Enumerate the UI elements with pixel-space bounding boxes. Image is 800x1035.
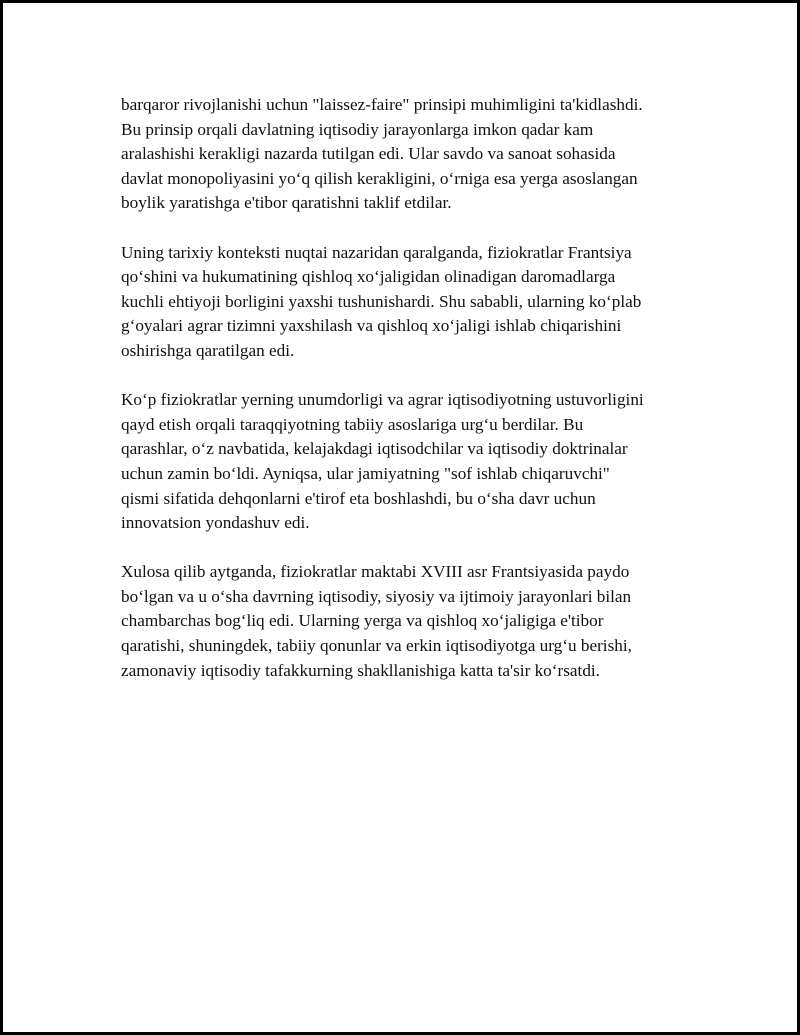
paragraph-3	[121, 388, 689, 536]
paragraph-2	[121, 241, 689, 364]
text-line: qo‘shini va hukumatining qishloq xo‘jaligidan olinadigan daromadlarga	[121, 267, 616, 287]
paragraph-1	[121, 93, 689, 216]
text-line: Ko‘p fiziokratlar yerning unumdorligi va agrar iqtisodiyotning ustuvorligini	[121, 390, 644, 410]
text-line: aralashishi kerakligi nazarda tutilgan edi. Ular savdo va sanoat sohasida	[121, 144, 616, 164]
text-line: Uning tarixiy konteksti nuqtai nazaridan qaralganda, fiziokratlar Frantsiya	[121, 242, 632, 262]
text-line: Xulosa qilib aytganda, fiziokratlar maktabi XVIII asr Frantsiyasida paydo	[121, 562, 630, 582]
paragraph-4	[121, 560, 689, 683]
text-line: Bu prinsip orqali davlatning iqtisodiy jarayonlarga imkon qadar kam	[121, 119, 594, 139]
text-line: bo‘lgan va u o‘sha davrning iqtisodiy, siyosiy va ijtimoiy jarayonlari bilan	[121, 586, 632, 606]
text-line: g‘oyalari agrar tizimni yaxshilash va qishloq xo‘jaligi ishlab chiqarishini	[121, 316, 622, 336]
text-line: zamonaviy iqtisodiy tafakkurning shakllanishiga katta ta'sir ko‘rsatdi.	[121, 660, 600, 680]
text-line: oshirishga qaratilgan edi.	[121, 340, 295, 360]
text-line: davlat monopoliyasini yo‘q qilish kerakligini, o‘rniga esa yerga asoslangan	[121, 168, 638, 188]
text-line: uchun zamin bo‘ldi. Ayniqsa, ular jamiyatning "sof ishlab chiqaruvchi"	[121, 463, 610, 483]
text-line: qayd etish orqali taraqqiyotning tabiiy asoslariga urg‘u berdilar. Bu	[121, 414, 584, 434]
text-line: kuchli ehtiyoji borligini yaxshi tushunishardi. Shu sababli, ularning ko‘plab	[121, 291, 642, 311]
text-line: barqaror rivojlanishi uchun "laissez-faire" prinsipi muhimligini ta'kidlashdi.	[121, 95, 643, 114]
text-line: qaratishi, shuningdek, tabiiy qonunlar va erkin iqtisodiyotga urg‘u berishi,	[121, 636, 632, 656]
text-line: chambarchas bog‘liq edi. Ularning yerga va qishloq xo‘jaligiga e'tibor	[121, 611, 604, 631]
text-line: qismi sifatida dehqonlarni e'tirof eta boshlashdi, bu o‘sha davr uchun	[121, 488, 596, 508]
text-line: qarashlar, o‘z navbatida, kelajakdagi iqtisodchilar va iqtisodiy doktrinalar	[121, 439, 628, 459]
text-line: boylik yaratishga e'tibor qaratishni taklif etdilar.	[121, 193, 452, 213]
text-line: innovatsion yondashuv edi.	[121, 513, 310, 533]
document-body	[121, 93, 689, 708]
